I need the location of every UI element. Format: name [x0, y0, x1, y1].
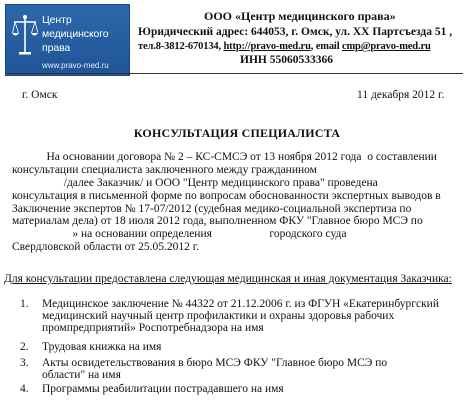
paragraph-line: материалам дела) от 18 июля 2012 года, выполненном ФКУ "Главное бюро МСЭ по: [12, 215, 423, 228]
list-item-line: медицинский научный центр профилактики и охраны здоровья рабочих: [42, 310, 395, 322]
company-inn: ИНН 55060533366: [240, 54, 333, 66]
document-date: 11 декабря 2012 г.: [357, 89, 445, 101]
list-item-number: 2.: [20, 341, 29, 353]
company-address: Юридический адрес: 644053, г. Омск, ул. XX Партсъезда 51 ,: [138, 26, 453, 38]
logo-text-line-1: Центр: [42, 14, 72, 26]
paragraph-line: /далее Заказчик/ и ООО "Центр медицинского права" проведена: [12, 176, 378, 189]
list-item-line: Трудовая книжка на имя: [42, 341, 162, 353]
phone-text: тел.8-3812-670134,: [138, 41, 224, 52]
paragraph-line: Свердловской области от 25.05.2012 г.: [12, 241, 200, 254]
company-name: ООО «Центр медицинского права»: [204, 9, 396, 23]
list-item-line: Акты освидетельствования в бюро МСЭ ФКУ "Главное бюро МСЭ по: [42, 357, 388, 369]
paragraph-line: » на основании определения городского суда: [12, 228, 347, 241]
paragraph-line: На основании договора № 2 – КС-СМСЭ от 13 ноября 2012 года о составлении: [12, 151, 437, 163]
list-item-line: промпредприятий» Роспотребнадзора на имя: [42, 322, 264, 334]
paragraph-line: Заключение экспертов № 17-07/2012 (судебная медико-социальной экспертиза по: [12, 202, 412, 215]
header-divider: [5, 73, 463, 74]
paragraph-line: консультация в письменной форме по вопросам обоснованности экспертных выводов в: [12, 189, 441, 202]
list-item-line: области" на имя: [42, 369, 121, 381]
list-item-number: 4.: [20, 383, 29, 395]
paragraph-line: консультации специалиста заключенного между гражданином: [12, 163, 317, 176]
scales-icon: [12, 13, 38, 57]
logo-text-line-2: медицинского: [42, 28, 109, 40]
logo-text-line-3: права: [42, 42, 71, 54]
company-contacts: [138, 41, 431, 52]
website-link[interactable]: http://pravo-med.ru: [223, 41, 311, 52]
email-label: , email: [310, 41, 342, 52]
logo-website: www.pravo-med.ru: [42, 61, 109, 70]
documents-intro: Для консультации предоставлена следующая медицинская и иная документация Заказчика:: [4, 273, 452, 285]
document-city: г. Омск: [22, 89, 58, 101]
document-title: КОНСУЛЬТАЦИЯ СПЕЦИАЛИСТА: [133, 126, 341, 140]
list-item-line: Программы реабилитации пострадавшего на имя: [42, 383, 284, 395]
body-paragraph: [12, 151, 464, 254]
list-item-number: 1.: [20, 298, 29, 310]
company-logo: [5, 4, 130, 76]
list-item-line: Медицинское заключение № 44322 от 21.12.2006 г. из ФГУН «Екатеринбургский: [42, 298, 439, 310]
list-item-number: 3.: [20, 357, 29, 369]
email-link[interactable]: cmp@pravo-med.ru: [341, 41, 431, 52]
